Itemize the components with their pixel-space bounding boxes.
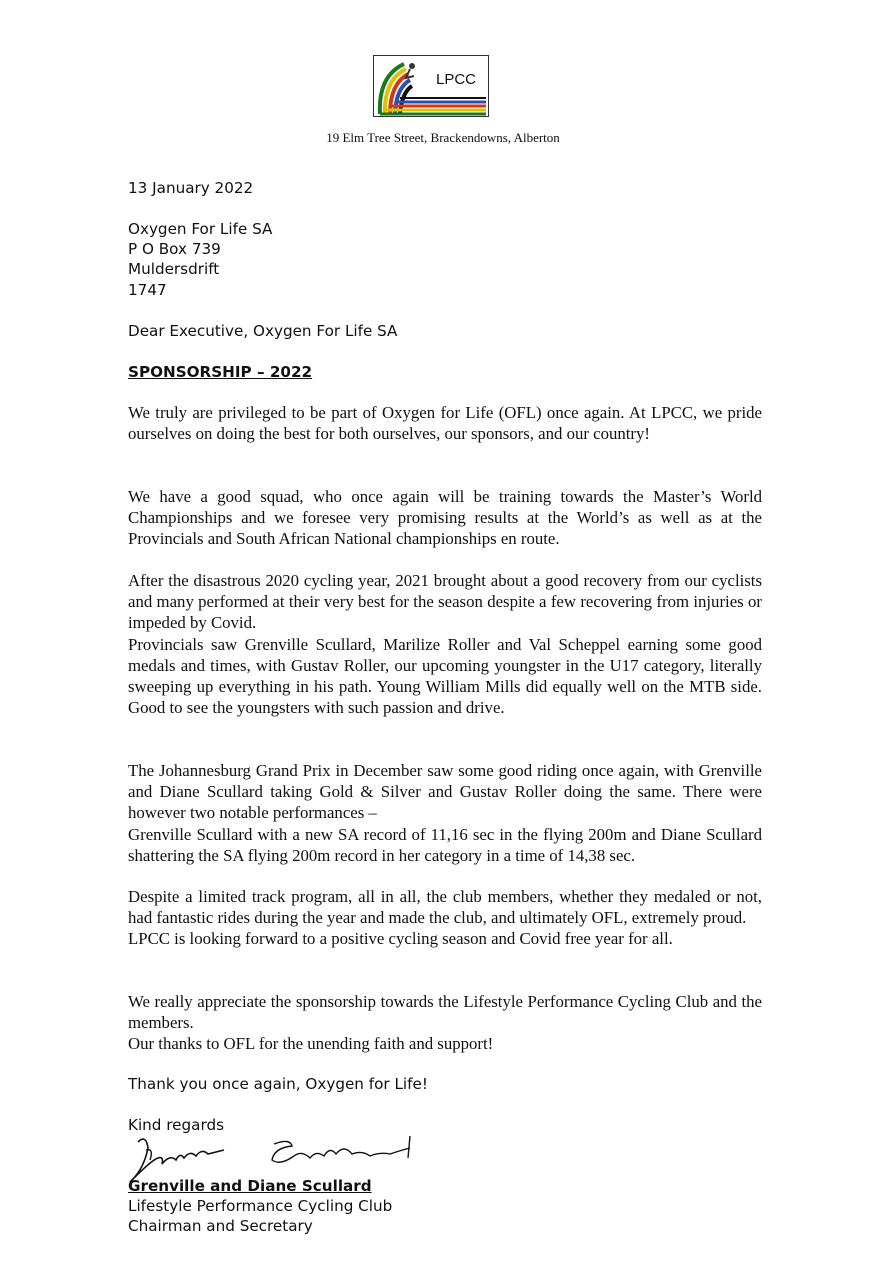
- body-paragraph-5: [128, 886, 762, 950]
- body-paragraph-1: [128, 402, 762, 444]
- thanks-line: Thank you once again, Oxygen for Life!: [128, 1075, 428, 1093]
- recipient-code: 1747: [128, 281, 167, 299]
- recipient-po-box: P O Box 739: [128, 240, 221, 258]
- body-paragraph-4: [128, 760, 762, 866]
- paragraph-text: The Johannesburg Grand Prix in December saw some good riding once again, with Grenville and Diane Scullard taking Gold & Silver and Gustav Roller doing the same. There were however two notable performances –: [128, 761, 762, 823]
- recipient-town: Muldersdrift: [128, 260, 220, 278]
- paragraph-text: Our thanks to OFL for the unending faith and support!: [128, 1034, 494, 1054]
- body-paragraph-2: [128, 486, 762, 550]
- club-logo: [373, 55, 489, 117]
- logo-text: LPCC: [436, 71, 477, 88]
- paragraph-text: Grenville Scullard with a new SA record of 11,16 sec in the flying 200m and Diane Scullard shattering the SA flying 200m record in her category in a time of 14,38 sec.: [128, 824, 762, 865]
- paragraph-text: LPCC is looking forward to a positive cycling season and Covid free year for all.: [128, 929, 673, 949]
- recipient-name: Oxygen For Life SA: [128, 220, 273, 238]
- paragraph-text: We really appreciate the sponsorship towards the Lifestyle Performance Cycling Club and the members.: [128, 992, 762, 1033]
- body-paragraph-6: [128, 991, 762, 1055]
- subject-heading: SPONSORSHIP – 2022: [128, 363, 313, 381]
- salutation: Dear Executive, Oxygen For Life SA: [128, 322, 398, 340]
- letter-date: 13 January 2022: [128, 179, 254, 197]
- paragraph-text: Despite a limited track program, all in all, the club members, whether they medaled or not, had fantastic rides during the year and made the club, and ultimately OFL, extremely proud.: [128, 887, 762, 928]
- paragraph-text: After the disastrous 2020 cycling year, 2021 brought about a good recovery from our cyclists and many performed at their very best for the season despite a few recovering from injuries or impeded by Covid.: [128, 571, 762, 633]
- closing-line: Kind regards: [128, 1116, 225, 1134]
- paragraph-text: Provincials saw Grenville Scullard, Marilize Roller and Val Scheppel earning some good medals and times, with Gustav Roller, our upcoming youngster in the U17 category, literally sweeping up everything in his path. Young William Mills did equally well on the MTB side. Good to see the youngsters with such passion and drive.: [128, 634, 762, 718]
- signatory-titles: Chairman and Secretary: [128, 1217, 313, 1235]
- signatory-club: Lifestyle Performance Cycling Club: [128, 1197, 393, 1215]
- body-paragraph-3: [128, 570, 762, 718]
- signatory-names: Grenville and Diane Scullard: [128, 1177, 372, 1195]
- letterhead-address: 19 Elm Tree Street, Brackendowns, Alberton: [326, 130, 560, 145]
- paragraph-text: We have a good squad, who once again will be training towards the Master’s World Championships and we foresee very promising results at the World’s as well as at the Provincials and South African National championships en route.: [128, 487, 762, 549]
- paragraph-text: We truly are privileged to be part of Oxygen for Life (OFL) once again. At LPCC, we pride ourselves on doing the best for both ourselves, our sponsors, and our country!: [128, 403, 762, 444]
